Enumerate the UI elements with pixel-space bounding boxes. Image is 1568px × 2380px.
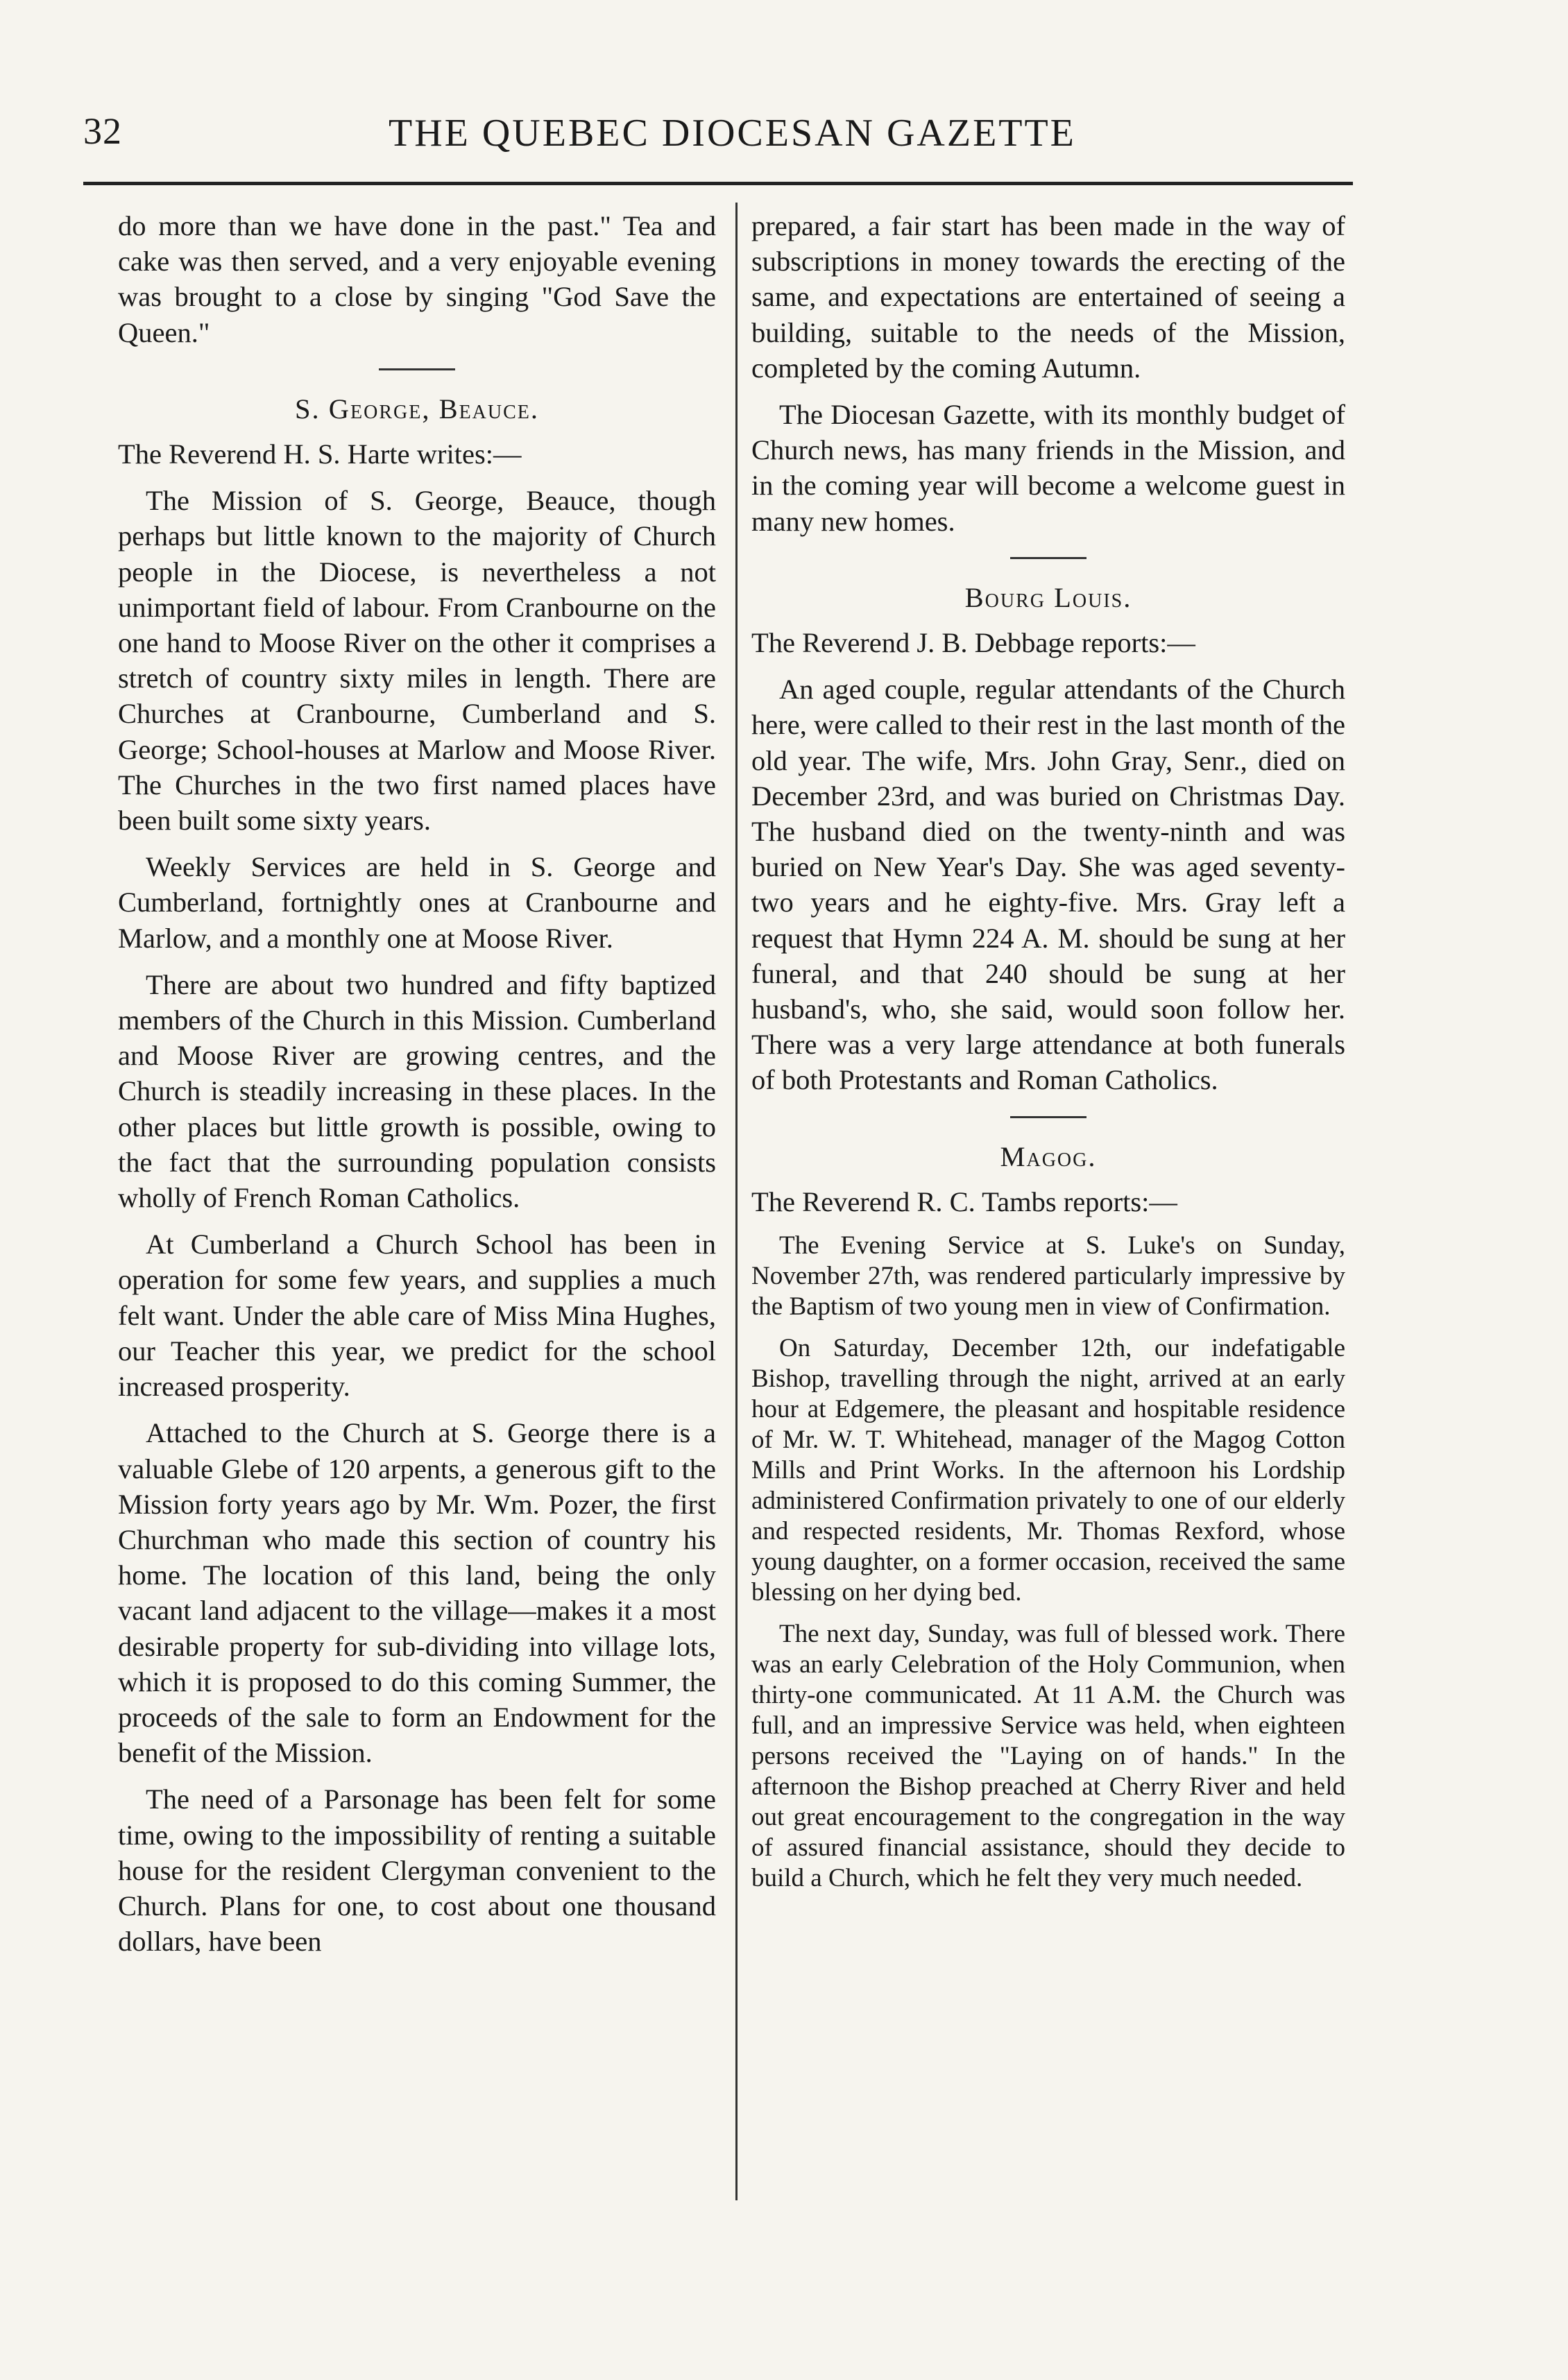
paragraph: The need of a Parsonage has been felt for some time, owing to the impossibility of renting a suitable house for the resident Clergyman convenient to the Church. Plans for one, to cost about one thousand dollars, have been [118,1783,716,1958]
paragraph: do more than we have done in the past." Tea and cake was then served, and a very enjoyable evening was brought to a close by singing "God Save the Queen." [118,210,716,348]
paragraph: There are about two hundred and fifty baptized members of the Church in this Mission. Cumberland and Moose River are growing centres, and the Church is steadily increasing in these places. In the other places but little growth is possible, owing to the fact that the surrounding population consists wholly of French Roman Catholics. [118,968,716,1214]
paragraph: On Saturday, December 12th, our indefatigable Bishop, travelling through the night, arrived at an early hour at Edgemere, the pleasant and hospitable residence of Mr. W. T. Whitehead, manager of the Magog Cotton Mills and Print Works. In the afternoon his Lordship administered Confirmation privately to one of our elderly and respected residents, Mr. Thomas Rexford, whose young daughter, on a former occasion, received the same blessing on her dying bed. [751,1334,1345,1607]
paragraph: At Cumberland a Church School has been in operation for some few years, and supplies a much felt want. Under the able care of Miss Mina Hughes, our Teacher this year, we predict for the school increased prosperity. [118,1228,716,1403]
section-separator [1010,557,1086,559]
column-divider [735,203,738,2200]
right-column [751,208,1345,1905]
header-rule [83,182,1353,185]
byline: The Reverend J. B. Debbage reports:— [751,627,1195,659]
paragraph: The Evening Service at S. Luke's on Sunday, November 27th, was rendered particularly impressive by the Baptism of two young men in view of Confirmation. [751,1231,1345,1321]
left-column [118,208,716,1970]
paragraph: The next day, Sunday, was full of blessed work. There was an early Celebration of the Holy Communion, when thirty-one communicated. At 11 A.M. the Church was full, and an impressive Service was held, when eighteen persons received the "Laying on of hands." In the afternoon the Bishop preached at Cherry River and held out great encouragement to the congregation in the way of assured financial assistance, should they decide to build a Church, which he felt they very much needed. [751,1620,1345,1893]
paragraph: An aged couple, regular attendants of the Church here, were called to their rest in the last month of the old year. The wife, Mrs. John Gray, Senr., died on December 23rd, and was buried on Christmas Day. The husband died on the twenty-ninth and was buried on New Year's Day. She was aged seventy-two years and he eighty-five. Mrs. Gray left a request that Hymn 224 A. M. should be sung at her funeral, and that 240 should be sung at her husband's, who, she said, would soon follow her. There was a very large attendance at both funerals of both Protestants and Roman Catholics. [751,674,1345,1096]
paragraph: Weekly Services are held in S. George and Cumberland, fortnightly ones at Cranbourne and Marlow, and a monthly one at Moose River. [118,851,716,954]
paragraph: The Diocesan Gazette, with its monthly budget of Church news, has many friends in the Mission, and in the coming year will become a welcome guest in many new homes. [751,399,1345,537]
byline: The Reverend H. S. Harte writes:— [118,438,522,470]
byline: The Reverend R. C. Tambs reports:— [751,1185,1177,1217]
paragraph: prepared, a fair start has been made in the way of subscriptions in money towards the erecting of the same, and expectations are entertained of seeing a building, suitable to the needs of the Mission, completed by the coming Autumn. [751,210,1345,384]
section-heading-bourg-louis: Bourg Louis. [964,581,1132,613]
section-separator [379,368,455,370]
page-number: 32 [83,110,122,152]
paragraph: The Mission of S. George, Beauce, though perhaps but little known to the majority of Church people in the Diocese, is nevertheless a not unimportant field of labour. From Cranbourne on the one hand to Moose River on the other it comprises a stretch of country sixty miles in length. There are Churches at Cranbourne, Cumberland and S. George; School-houses at Marlow and Moose River. The Churches in the two first named places have been built some sixty years. [118,485,716,837]
running-title: THE QUEBEC DIOCESAN GAZETTE [389,112,1076,155]
paragraph: Attached to the Church at S. George there is a valuable Glebe of 120 arpents, a generous gift to the Mission forty years ago by Mr. Wm. Pozer, the first Churchman who made this section of country his home. The location of this land, being the only vacant land adjacent to the village—makes it a most desirable property for sub-dividing into village lots, which it is proposed to do this coming Summer, the proceeds of the sale to form an Endowment for the benefit of the Mission. [118,1417,716,1769]
small-type-block [751,1231,1345,1894]
section-heading-s-george: S. George, Beauce. [294,393,540,425]
section-heading-magog: Magog. [1000,1140,1097,1172]
section-separator [1010,1116,1086,1118]
